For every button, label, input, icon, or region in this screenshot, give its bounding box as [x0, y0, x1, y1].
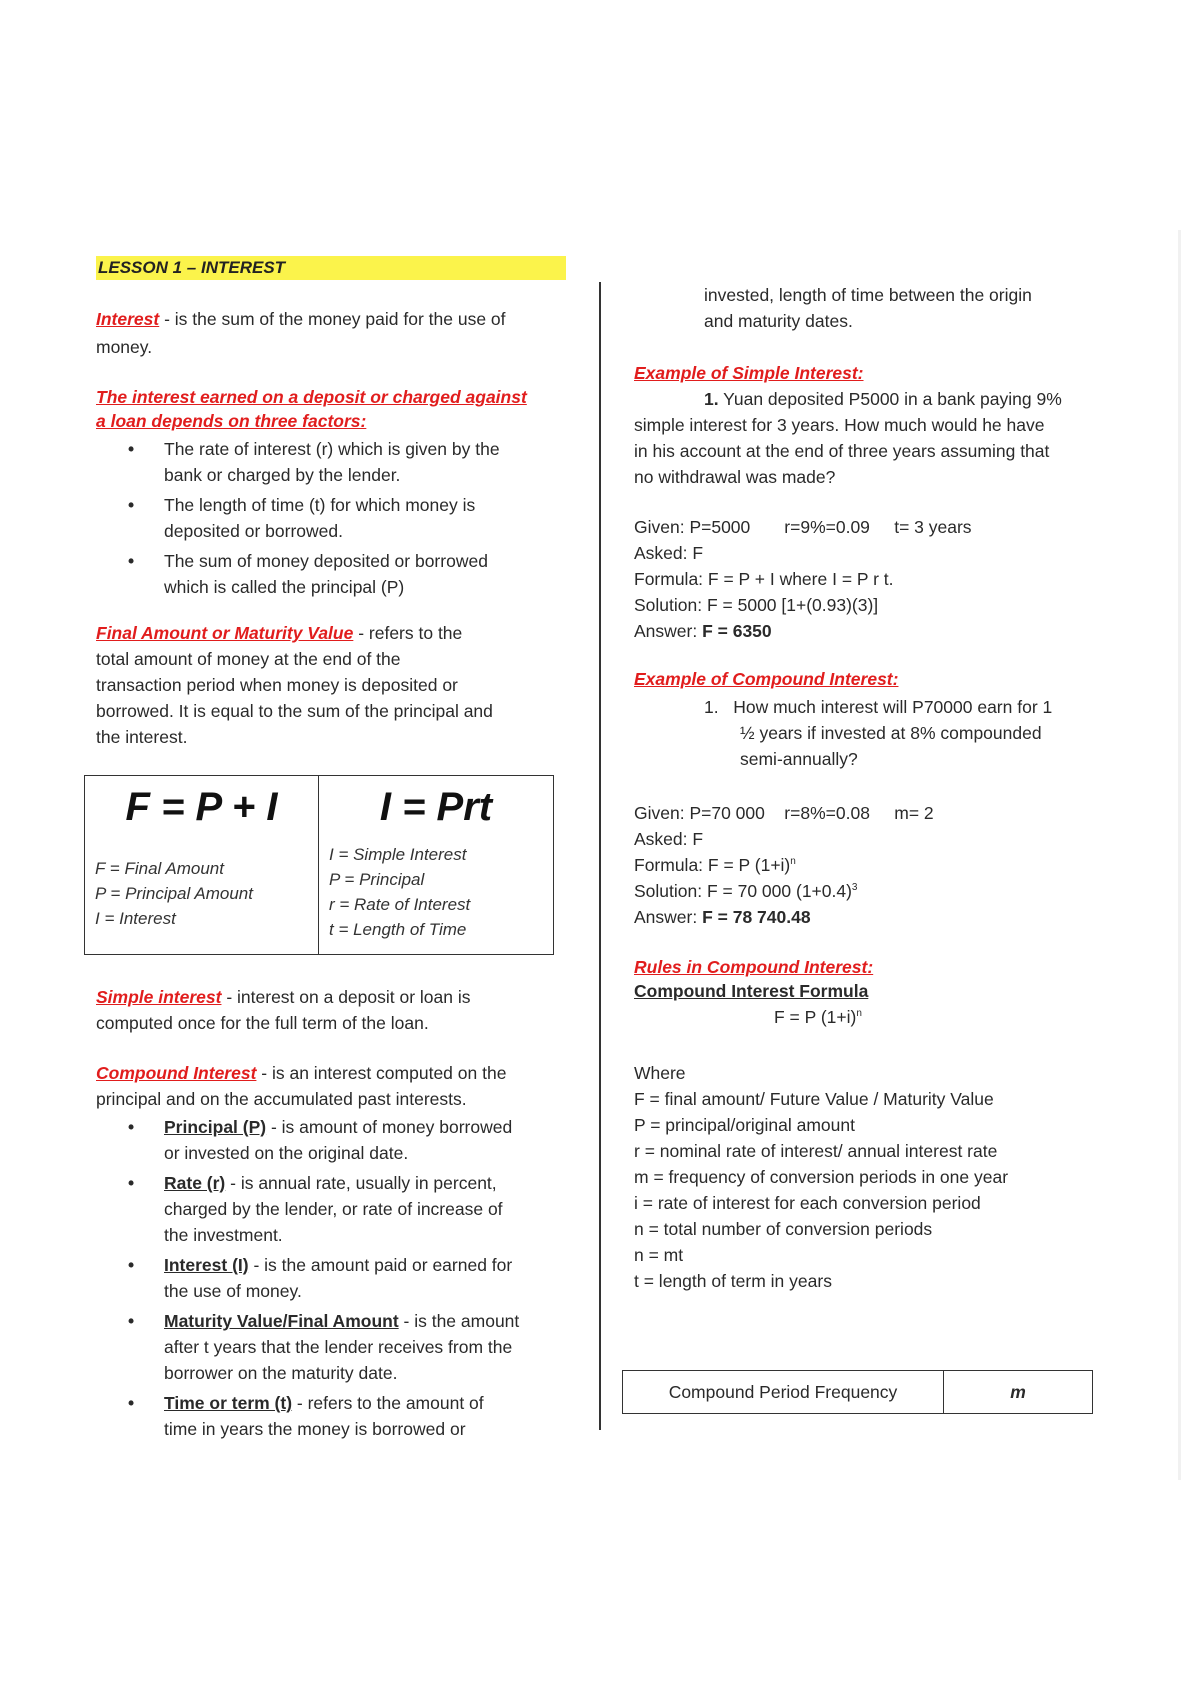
list-item: • Rate (r) - is annual rate, usually in percent, charged by the lender, or rate of increase of the investment.	[128, 1173, 503, 1245]
lesson-title: LESSON 1 – INTEREST	[96, 256, 566, 280]
terms-list	[96, 1114, 576, 1446]
interest-definition: Interest - is the sum of the money paid for the use of	[96, 309, 506, 329]
compound-interest-term: Compound Interest	[96, 1063, 257, 1083]
list-item: • The length of time (t) for which money is deposited or borrowed.	[128, 495, 476, 541]
simple-example-question-body: simple interest for 3 years. How much would he have in his account at the end of three years assuming that no withdrawal was made?	[634, 415, 1050, 487]
column-divider	[599, 282, 601, 1430]
factors-heading-line1: The interest earned on a deposit or charged against	[96, 387, 527, 407]
formula-cell-simple-interest	[319, 776, 553, 954]
factors-list	[96, 436, 576, 604]
formula-cell-final-amount	[85, 776, 319, 954]
compound-formula: F = P $(1+i)^n$	[774, 1007, 862, 1027]
compound-interest-definition: Compound Interest - is an interest computed on the	[96, 1063, 507, 1083]
simple-example-solution: Given: P=5000 r=9%=0.09 t= 3 years Asked: F Formula: F = P + I where I = P r t. Solution: F = 5000 [1+(0.93)(3)] Answer: F = 6350	[634, 517, 972, 641]
formula-f-definitions: F = Final Amount P = Principal Amount I = Interest	[95, 859, 253, 928]
simple-interest-definition: Simple interest - interest on a deposit or loan is	[96, 987, 471, 1007]
list-item: • Maturity Value/Final Amount - is the amount after t years that the lender receives from the borrower on the maturity date.	[128, 1311, 520, 1383]
compound-example-question: 1. How much interest will P70000 earn for 1 ½ years if invested at 8% compounded semi-annually?	[704, 697, 1053, 769]
rules-heading: Rules in Compound Interest:	[634, 957, 874, 977]
interest-definition-line2: money.	[96, 337, 153, 357]
table-header-m: m	[1010, 1382, 1026, 1402]
compound-example-solution: Given: P=70 000 r=8%=0.08 m= 2 Asked: F Formula: F = P $(1+i)^n$ Solution: F = 70 000 $(1+0.4)^3$ Answer: F = 78 740.48	[634, 803, 934, 927]
simple-interest-definition-line2: computed once for the full term of the loan.	[96, 1013, 429, 1033]
final-amount-term: Final Amount or Maturity Value	[96, 623, 354, 643]
list-item: • The sum of money deposited or borrowed which is called the principal (P)	[128, 551, 488, 597]
list-item: • The rate of interest (r) which is given by the bank or charged by the lender.	[128, 439, 500, 485]
simple-example-heading: Example of Simple Interest:	[634, 363, 864, 383]
list-item: • Time or term (t) - refers to the amount of time in years the money is borrowed or	[128, 1393, 484, 1439]
page-edge	[1178, 230, 1181, 1480]
compound-formula-label: Compound Interest Formula	[634, 981, 869, 1001]
formula-box	[84, 775, 554, 955]
compound-period-table	[622, 1370, 1093, 1414]
formula-f-equals-p-plus-i: F = P + I	[125, 785, 278, 829]
compound-example-heading: Example of Compound Interest:	[634, 669, 899, 689]
interest-term: Interest	[96, 309, 160, 329]
final-amount-body: total amount of money at the end of the transaction period when money is deposited or borrowed. It is equal to the sum of the principal and the interest.	[96, 649, 493, 747]
list-item: • Principal (P) - is amount of money borrowed or invested on the original date.	[128, 1117, 513, 1163]
where-definitions: Where F = final amount/ Future Value / Maturity Value P = principal/original amount r = nominal rate of interest/ annual interest rate m = frequency of conversion periods in one year i = rate of interest for each conversion period n = total number of conversion periods n = mt t = length of term in years	[634, 1063, 1009, 1291]
compound-interest-definition-line2: principal and on the accumulated past interests.	[96, 1089, 467, 1109]
table-header-frequency: Compound Period Frequency	[623, 1371, 944, 1413]
formula-i-definitions: I = Simple Interest P = Principal r = Rate of Interest t = Length of Time	[329, 845, 471, 939]
final-amount-definition: Final Amount or Maturity Value - refers to the	[96, 623, 463, 643]
factors-heading-line2: a loan depends on three factors:	[96, 411, 367, 431]
list-item: • Interest (I) - is the amount paid or earned for the use of money.	[128, 1255, 513, 1301]
continued-text: invested, length of time between the origin and maturity dates.	[704, 285, 1032, 331]
formula-i-equals-prt: I = Prt	[379, 785, 493, 829]
simple-example-question: 1. Yuan deposited P5000 in a bank paying 9%	[704, 389, 1062, 409]
simple-interest-term: Simple interest	[96, 987, 222, 1007]
